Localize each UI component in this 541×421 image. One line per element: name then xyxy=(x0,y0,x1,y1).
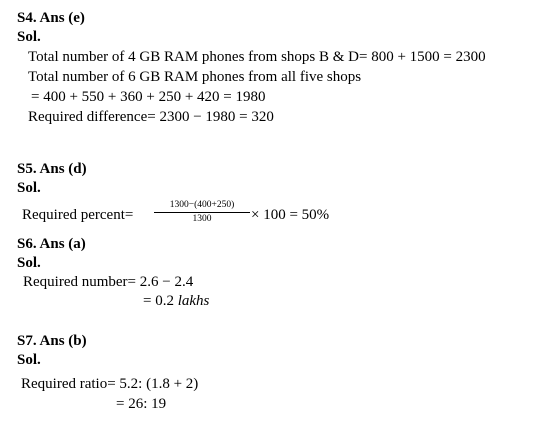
s5-heading: S5. Ans (d) xyxy=(17,161,87,177)
s7-heading: S7. Ans (b) xyxy=(17,333,87,349)
s5-numerator: 1300−(400+250) xyxy=(169,200,235,210)
s6-heading: S6. Ans (a) xyxy=(17,236,86,252)
s5-sol-label: Sol. xyxy=(17,180,41,196)
s5-fraction xyxy=(154,200,250,225)
s4-line-2: Total number of 6 GB RAM phones from all five shops xyxy=(28,69,362,85)
s7-line-1: Required ratio= 5.2: (1.8 + 2) xyxy=(21,376,199,392)
s4-line-4: Required difference= 2300 − 1980 = 320 xyxy=(28,109,274,125)
s4-line-3: = 400 + 550 + 360 + 250 + 420 = 1980 xyxy=(31,89,266,105)
s6-line-2-unit: lakhs xyxy=(177,293,210,309)
s6-line-2 xyxy=(143,292,209,310)
s4-line-1: Total number of 4 GB RAM phones from shops B & D= 800 + 1500 = 2300 xyxy=(28,49,486,65)
s4-heading: S4. Ans (e) xyxy=(17,10,85,26)
fraction-bar xyxy=(154,212,250,213)
s7-sol-label: Sol. xyxy=(17,352,41,368)
s5-denominator: 1300 xyxy=(192,214,212,224)
s4-sol-label: Sol. xyxy=(17,29,41,45)
s6-line-2-value: = 0.2 xyxy=(143,293,178,309)
s7-line-2: = 26: 19 xyxy=(116,396,167,412)
s5-suffix: × 100 = 50% xyxy=(251,207,330,223)
s6-line-1: Required number= 2.6 − 2.4 xyxy=(23,274,194,290)
s6-sol-label: Sol. xyxy=(17,255,41,271)
s5-prefix: Required percent= xyxy=(22,207,134,223)
